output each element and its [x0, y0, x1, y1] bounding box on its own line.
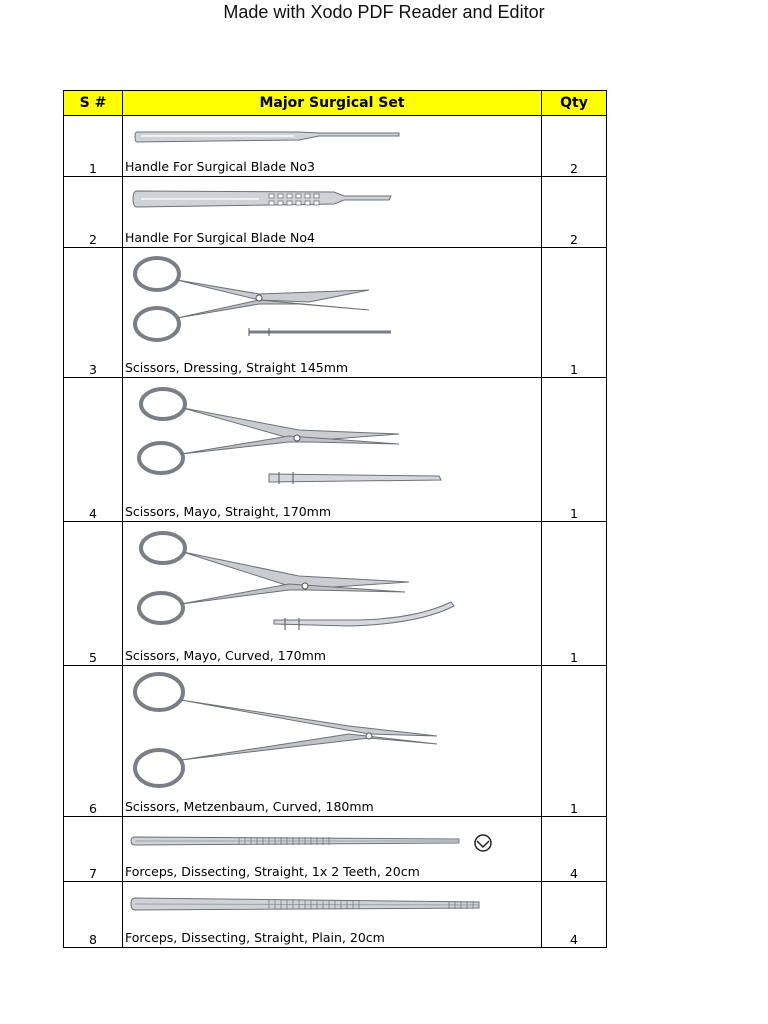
- scissors-icon: [129, 382, 449, 492]
- header-item: Major Surgical Set: [123, 91, 542, 116]
- item-name: Forceps, Dissecting, Straight, 1x 2 Teeth, 20cm: [125, 864, 420, 879]
- scissors-icon: [129, 670, 449, 792]
- table-header-row: [64, 91, 607, 116]
- row-item: [123, 177, 542, 248]
- surgical-set-table: [63, 90, 607, 948]
- table-row: [64, 248, 607, 378]
- xodo-watermark: Made with Xodo PDF Reader and Editor: [223, 2, 545, 22]
- row-item: [123, 522, 542, 666]
- row-qty: 4: [542, 882, 607, 948]
- table-row: [64, 378, 607, 522]
- scalpel-handle-icon: [129, 120, 409, 154]
- row-sn: 1: [64, 116, 123, 177]
- row-item: [123, 248, 542, 378]
- header-qty: Qty: [542, 91, 607, 116]
- item-name: Scissors, Mayo, Curved, 170mm: [125, 648, 326, 663]
- table-row: [64, 116, 607, 177]
- table-row: [64, 522, 607, 666]
- header-sn: S #: [64, 91, 123, 116]
- row-qty: 2: [542, 177, 607, 248]
- item-name: Handle For Surgical Blade No3: [125, 159, 315, 174]
- row-sn: 3: [64, 248, 123, 378]
- curved-scissors-icon: [129, 526, 459, 644]
- scalpel-handle-icon: [129, 181, 409, 217]
- scissors-icon: [129, 252, 419, 347]
- item-name: Handle For Surgical Blade No4: [125, 230, 315, 245]
- table-row: [64, 666, 607, 817]
- row-qty: 2: [542, 116, 607, 177]
- row-sn: 7: [64, 817, 123, 882]
- table-row: [64, 882, 607, 948]
- table-row: [64, 817, 607, 882]
- row-qty: 1: [542, 522, 607, 666]
- row-item: [123, 666, 542, 817]
- row-sn: 5: [64, 522, 123, 666]
- row-qty: 4: [542, 817, 607, 882]
- row-item: [123, 882, 542, 948]
- row-item: [123, 116, 542, 177]
- forceps-icon: [129, 821, 499, 857]
- item-name: Forceps, Dissecting, Straight, Plain, 20cm: [125, 930, 385, 945]
- item-name: Scissors, Mayo, Straight, 170mm: [125, 504, 332, 519]
- row-item: [123, 378, 542, 522]
- row-sn: 4: [64, 378, 123, 522]
- row-item: [123, 817, 542, 882]
- item-name: Scissors, Metzenbaum, Curved, 180mm: [125, 799, 374, 814]
- table-row: [64, 177, 607, 248]
- row-qty: 1: [542, 248, 607, 378]
- row-sn: 6: [64, 666, 123, 817]
- row-sn: 8: [64, 882, 123, 948]
- row-sn: 2: [64, 177, 123, 248]
- row-qty: 1: [542, 378, 607, 522]
- item-name: Scissors, Dressing, Straight 145mm: [125, 360, 349, 375]
- row-qty: 1: [542, 666, 607, 817]
- forceps-icon: [129, 886, 489, 924]
